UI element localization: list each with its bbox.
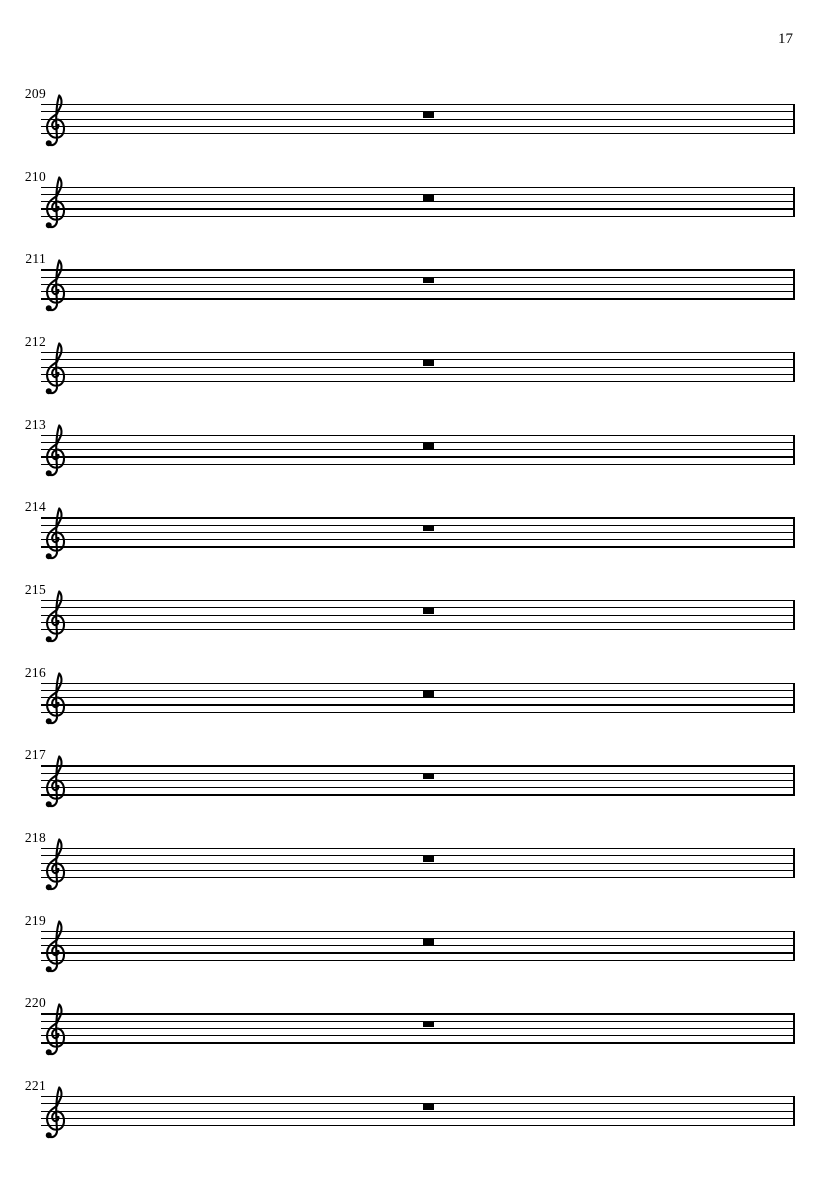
barline: [793, 765, 796, 795]
staff-line: [41, 517, 795, 518]
barline: [793, 848, 796, 878]
measure-number-label: 211: [25, 251, 46, 267]
staff-line: [41, 201, 795, 202]
whole-rest: [423, 526, 434, 532]
clef-ball: [46, 388, 52, 394]
staff-line: [41, 269, 795, 270]
barline: [793, 435, 796, 465]
measure-number-label: 214: [24, 499, 46, 515]
staff-line: [41, 381, 795, 382]
clef-ball: [46, 966, 52, 972]
staff-line: [41, 794, 795, 795]
staff-line: [41, 697, 795, 698]
staff-line: [41, 952, 795, 953]
staff-line: [41, 216, 795, 217]
measure-number-label: 219: [24, 912, 46, 928]
staff-line: [41, 435, 795, 436]
barline: [793, 352, 796, 382]
clef-ball: [46, 1049, 52, 1055]
staff-line: [41, 284, 795, 285]
staff-lines: [41, 435, 795, 465]
staff-line: [41, 877, 795, 878]
staff-line: [41, 298, 795, 299]
barline: [793, 104, 796, 134]
staff-line: [41, 690, 795, 691]
staff-line: [41, 787, 795, 788]
staff-line: [41, 622, 795, 623]
staff-line: [41, 119, 795, 120]
staff-lines: [41, 1096, 795, 1126]
staff-line: [41, 367, 795, 368]
staff-line: [41, 870, 795, 871]
staff-line: [41, 194, 795, 195]
barline: [793, 600, 796, 630]
staff-line: [41, 546, 795, 547]
staff-line: [41, 1028, 795, 1029]
whole-rest: [423, 691, 434, 697]
whole-rest: [423, 608, 434, 614]
staff-line: [41, 187, 795, 188]
staff-lines: [41, 187, 795, 217]
staff-line: [41, 780, 795, 781]
staff-line: [41, 704, 795, 705]
staff-line: [41, 442, 795, 443]
staff-line: [41, 1103, 795, 1104]
staff-line: [41, 931, 795, 932]
barline: [793, 1096, 796, 1126]
staff-line: [41, 615, 795, 616]
whole-rest: [423, 939, 434, 945]
staff-line: [41, 629, 795, 630]
staff-line: [41, 712, 795, 713]
staff-line: [41, 525, 795, 526]
clef-ball: [46, 222, 52, 228]
staff-lines: [41, 352, 795, 382]
staff-line: [41, 1035, 795, 1036]
staff-lines: [41, 104, 795, 134]
clef-ball: [46, 305, 52, 311]
measure-number-label: 217: [24, 747, 46, 763]
whole-rest: [423, 1104, 434, 1110]
staff-line: [41, 1096, 795, 1097]
clef-ball: [46, 553, 52, 559]
staff-line: [41, 126, 795, 127]
staff-lines: [41, 600, 795, 630]
measure-number-label: 209: [24, 86, 46, 101]
clef-ball: [46, 140, 52, 146]
clef-ball: [46, 801, 52, 807]
staff-lines: [41, 269, 795, 299]
staff-line: [41, 133, 795, 134]
whole-rest: [423, 112, 434, 118]
whole-rest: [423, 1022, 434, 1028]
barline: [793, 931, 796, 961]
staff-lines: [41, 683, 795, 713]
whole-rest: [423, 443, 434, 449]
whole-rest: [423, 278, 434, 284]
staff-line: [41, 464, 795, 465]
whole-rest: [423, 195, 434, 201]
staff-line: [41, 607, 795, 608]
staff-line: [41, 855, 795, 856]
staff-line: [41, 600, 795, 601]
staff-line: [41, 960, 795, 961]
barline: [793, 1013, 796, 1043]
whole-rest: [423, 360, 434, 366]
whole-rest: [423, 774, 434, 780]
staff-line: [41, 539, 795, 540]
staff-line: [41, 1125, 795, 1126]
clef-ball: [46, 718, 52, 724]
staff-line: [41, 773, 795, 774]
staff-line: [41, 683, 795, 684]
clef-ball: [46, 1132, 52, 1138]
staff-line: [41, 1111, 795, 1112]
measure-number-label: 213: [24, 416, 46, 432]
page-number: 17: [778, 31, 793, 47]
staff-line: [41, 352, 795, 353]
staff-line: [41, 1042, 795, 1043]
staff-line: [41, 848, 795, 849]
clef-ball: [46, 884, 52, 890]
staff-line: [41, 532, 795, 533]
barline: [793, 517, 796, 547]
measure-number-label: 210: [24, 168, 46, 184]
staff-line: [41, 765, 795, 766]
staff-line: [41, 359, 795, 360]
barline: [793, 683, 796, 713]
staff-line: [41, 374, 795, 375]
staff-line: [41, 863, 795, 864]
staff-line: [41, 291, 795, 292]
measure-number-label: 215: [24, 582, 46, 597]
measure-number-label: 218: [24, 830, 46, 845]
measure-number-label: 221: [24, 1078, 46, 1093]
staff-lines: [41, 517, 795, 547]
staff-line: [41, 208, 795, 209]
staff-lines: [41, 848, 795, 878]
staff-lines: [41, 765, 795, 795]
staff-lines: [41, 1013, 795, 1043]
measure-number-label: 212: [24, 334, 46, 349]
staff-line: [41, 938, 795, 939]
staff-line: [41, 111, 795, 112]
staff-line: [41, 277, 795, 278]
barline: [793, 187, 796, 217]
whole-rest: [423, 856, 434, 862]
staff-lines: [41, 931, 795, 961]
staff-line: [41, 945, 795, 946]
measure-number-label: 220: [24, 995, 46, 1011]
barline: [793, 269, 796, 299]
clef-ball: [46, 636, 52, 642]
staff-line: [41, 456, 795, 457]
staff-line: [41, 1013, 795, 1014]
staff-line: [41, 1118, 795, 1119]
measure-number-label: 216: [24, 664, 46, 680]
staff-line: [41, 449, 795, 450]
clef-ball: [46, 470, 52, 476]
staff-line: [41, 1021, 795, 1022]
staff-line: [41, 104, 795, 105]
